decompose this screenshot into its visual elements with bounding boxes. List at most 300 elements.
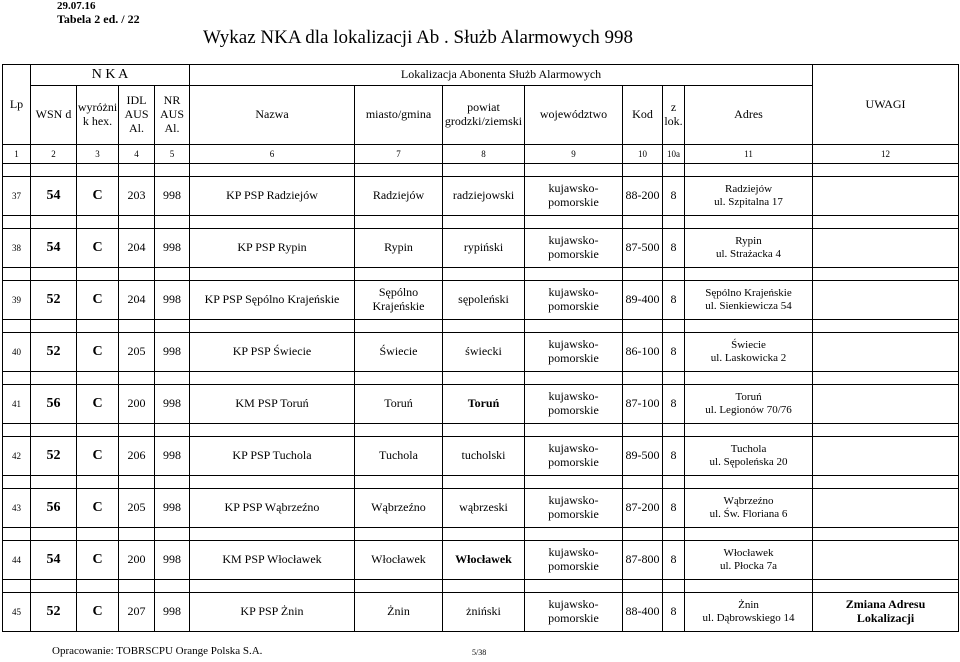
lp-cell: 44 — [3, 541, 31, 580]
spacer-cell — [77, 528, 119, 541]
wojewodztwo-cell: kujawsko-pomorskie — [525, 333, 623, 372]
z-lok-cell: 8 — [663, 489, 685, 528]
col-nazwa: Nazwa — [190, 86, 355, 145]
col-miasto: miasto/gmina — [355, 86, 443, 145]
miasto-cell: Wąbrzeźno — [355, 489, 443, 528]
header-row-1 — [3, 65, 959, 86]
powiat-cell: sępoleński — [443, 281, 525, 320]
spacer-cell — [31, 268, 77, 281]
wyrozni-cell: C — [77, 177, 119, 216]
idl-cell: 204 — [119, 281, 155, 320]
adres-cell — [685, 281, 813, 320]
spacer-cell — [190, 164, 355, 177]
wsn-cell: 52 — [31, 333, 77, 372]
page-title: Wykaz NKA dla lokalizacji Ab . Służb Alarmowych 998 — [203, 27, 633, 48]
kod-cell: 88-200 — [623, 177, 663, 216]
uwagi-cell — [813, 489, 959, 528]
idl-cell: 205 — [119, 489, 155, 528]
wsn-cell: 56 — [31, 489, 77, 528]
spacer-cell — [77, 372, 119, 385]
spacer-cell — [685, 216, 813, 229]
nr-aus-cell: 998 — [155, 541, 190, 580]
row-spacer — [3, 424, 959, 437]
wyrozni-cell: C — [77, 437, 119, 476]
adres-street: ul. Strażacka 4 — [715, 248, 782, 260]
spacer-cell — [77, 580, 119, 593]
adres-city: Włocławek — [723, 547, 774, 560]
spacer-cell — [3, 320, 31, 333]
miasto-cell: Żnin — [355, 593, 443, 632]
wojewodztwo-cell: kujawsko-pomorskie — [525, 541, 623, 580]
spacer-cell — [3, 528, 31, 541]
adres-street: ul. Sępoleńska 20 — [709, 456, 788, 468]
powiat-cell: Włocławek — [443, 541, 525, 580]
powiat-cell: rypiński — [443, 229, 525, 268]
spacer-cell — [525, 580, 623, 593]
col-lp: Lp — [3, 65, 31, 145]
page-number: 5/38 — [472, 648, 487, 657]
spacer-cell — [3, 372, 31, 385]
spacer-cell — [443, 476, 525, 489]
nazwa-cell: KM PSP Toruń — [190, 385, 355, 424]
spacer-cell — [623, 320, 663, 333]
idl-cell: 203 — [119, 177, 155, 216]
idl-cell: 207 — [119, 593, 155, 632]
spacer-cell — [3, 476, 31, 489]
z-lok-cell: 8 — [663, 437, 685, 476]
adres-city: Toruń — [735, 391, 762, 404]
wojewodztwo-cell: kujawsko-pomorskie — [525, 177, 623, 216]
spacer-cell — [190, 476, 355, 489]
adres-street: ul. Szpitalna 17 — [714, 196, 783, 208]
spacer-cell — [77, 216, 119, 229]
idl-cell: 200 — [119, 385, 155, 424]
spacer-cell — [31, 216, 77, 229]
nka-table — [2, 64, 959, 632]
col-number: 11 — [685, 145, 813, 164]
lp-cell: 37 — [3, 177, 31, 216]
spacer-cell — [443, 372, 525, 385]
spacer-cell — [813, 164, 959, 177]
spacer-cell — [525, 164, 623, 177]
spacer-cell — [813, 216, 959, 229]
spacer-cell — [685, 372, 813, 385]
z-lok-cell: 8 — [663, 281, 685, 320]
document-date: 29.07.16 — [57, 0, 96, 12]
adres-city: Żnin — [738, 599, 759, 612]
spacer-cell — [663, 528, 685, 541]
wojewodztwo-cell: kujawsko-pomorskie — [525, 229, 623, 268]
spacer-cell — [623, 424, 663, 437]
row-spacer — [3, 372, 959, 385]
spacer-cell — [3, 216, 31, 229]
spacer-cell — [355, 268, 443, 281]
uwagi-line: Lokalizacji — [856, 611, 915, 625]
spacer-cell — [623, 372, 663, 385]
adres-city: Sępólno Krajeńskie — [705, 287, 792, 300]
lp-cell: 45 — [3, 593, 31, 632]
wyrozni-cell: C — [77, 489, 119, 528]
wsn-cell: 52 — [31, 593, 77, 632]
nr-aus-cell: 998 — [155, 229, 190, 268]
adres-cell — [685, 385, 813, 424]
column-number-row — [3, 145, 959, 164]
z-lok-cell: 8 — [663, 593, 685, 632]
col-number: 10 — [623, 145, 663, 164]
spacer-cell — [119, 424, 155, 437]
uwagi-cell — [813, 333, 959, 372]
wsn-cell: 56 — [31, 385, 77, 424]
spacer-cell — [119, 372, 155, 385]
adres-cell — [685, 177, 813, 216]
spacer-cell — [3, 424, 31, 437]
nr-aus-cell: 998 — [155, 177, 190, 216]
spacer-cell — [77, 320, 119, 333]
spacer-cell — [77, 424, 119, 437]
spacer-cell — [155, 424, 190, 437]
spacer-cell — [525, 320, 623, 333]
spacer-cell — [623, 268, 663, 281]
spacer-cell — [813, 372, 959, 385]
z-lok-cell: 8 — [663, 333, 685, 372]
powiat-cell: tucholski — [443, 437, 525, 476]
kod-cell: 87-500 — [623, 229, 663, 268]
wyrozni-cell: C — [77, 385, 119, 424]
spacer-cell — [443, 268, 525, 281]
spacer-cell — [190, 424, 355, 437]
spacer-cell — [623, 528, 663, 541]
col-number: 1 — [3, 145, 31, 164]
spacer-cell — [813, 424, 959, 437]
col-number: 12 — [813, 145, 959, 164]
adres-cell — [685, 489, 813, 528]
powiat-cell: radziejowski — [443, 177, 525, 216]
row-spacer — [3, 476, 959, 489]
spacer-cell — [31, 424, 77, 437]
spacer-cell — [443, 216, 525, 229]
row-spacer — [3, 528, 959, 541]
spacer-cell — [813, 476, 959, 489]
spacer-cell — [31, 320, 77, 333]
row-spacer — [3, 268, 959, 281]
spacer-cell — [355, 216, 443, 229]
spacer-cell — [355, 476, 443, 489]
nazwa-cell: KP PSP Wąbrzeźno — [190, 489, 355, 528]
nr-aus-cell: 998 — [155, 281, 190, 320]
spacer-cell — [155, 268, 190, 281]
table-row — [3, 541, 959, 580]
col-z-lok: z lok. — [663, 86, 685, 145]
spacer-cell — [443, 528, 525, 541]
nr-aus-cell: 998 — [155, 489, 190, 528]
table-row — [3, 333, 959, 372]
wojewodztwo-cell: kujawsko-pomorskie — [525, 385, 623, 424]
spacer-cell — [155, 216, 190, 229]
spacer-cell — [31, 580, 77, 593]
lp-cell: 43 — [3, 489, 31, 528]
col-powiat: powiat grodzki/ziemski — [443, 86, 525, 145]
idl-cell: 205 — [119, 333, 155, 372]
powiat-cell: wąbrzeski — [443, 489, 525, 528]
spacer-cell — [155, 164, 190, 177]
col-wojewodztwo: województwo — [525, 86, 623, 145]
z-lok-cell: 8 — [663, 229, 685, 268]
lp-cell: 41 — [3, 385, 31, 424]
spacer-cell — [119, 216, 155, 229]
spacer-cell — [31, 528, 77, 541]
spacer-cell — [623, 476, 663, 489]
spacer-cell — [31, 372, 77, 385]
idl-cell: 204 — [119, 229, 155, 268]
spacer-cell — [155, 476, 190, 489]
adres-cell — [685, 229, 813, 268]
table-row — [3, 385, 959, 424]
spacer-cell — [685, 580, 813, 593]
miasto-cell: Rypin — [355, 229, 443, 268]
spacer-cell — [355, 580, 443, 593]
spacer-cell — [155, 320, 190, 333]
wyrozni-cell: C — [77, 541, 119, 580]
adres-cell — [685, 333, 813, 372]
col-kod: Kod — [623, 86, 663, 145]
col-number: 5 — [155, 145, 190, 164]
kod-cell: 88-400 — [623, 593, 663, 632]
footer-prepared-by: Opracowanie: TOBRSCPU Orange Polska S.A. — [52, 645, 263, 657]
col-number: 3 — [77, 145, 119, 164]
nr-aus-cell: 998 — [155, 437, 190, 476]
adres-street: ul. Św. Floriana 6 — [709, 508, 788, 520]
col-number: 4 — [119, 145, 155, 164]
col-number: 10a — [663, 145, 685, 164]
spacer-cell — [525, 424, 623, 437]
adres-city: Radziejów — [724, 183, 773, 196]
spacer-cell — [355, 372, 443, 385]
row-spacer — [3, 320, 959, 333]
idl-cell: 200 — [119, 541, 155, 580]
uwagi-cell — [813, 437, 959, 476]
spacer-cell — [663, 320, 685, 333]
powiat-cell: żniński — [443, 593, 525, 632]
powiat-cell: świecki — [443, 333, 525, 372]
spacer-cell — [685, 528, 813, 541]
adres-city: Rypin — [735, 235, 762, 248]
col-group-nka: N K A — [31, 65, 190, 86]
col-idl: IDL AUS Al. — [119, 86, 155, 145]
wsn-cell: 52 — [31, 437, 77, 476]
adres-cell — [685, 437, 813, 476]
spacer-cell — [813, 580, 959, 593]
powiat-cell: Toruń — [443, 385, 525, 424]
spacer-cell — [623, 164, 663, 177]
miasto-cell: Świecie — [355, 333, 443, 372]
spacer-cell — [190, 372, 355, 385]
spacer-cell — [623, 216, 663, 229]
nazwa-cell: KP PSP Sępólno Krajeńskie — [190, 281, 355, 320]
lp-cell: 38 — [3, 229, 31, 268]
uwagi-cell — [813, 593, 959, 632]
spacer-cell — [190, 320, 355, 333]
col-wyrozni: wyróżni k hex. — [77, 86, 119, 145]
uwagi-cell — [813, 281, 959, 320]
table-row — [3, 229, 959, 268]
miasto-cell: Tuchola — [355, 437, 443, 476]
kod-cell: 86-100 — [623, 333, 663, 372]
nazwa-cell: KP PSP Żnin — [190, 593, 355, 632]
spacer-cell — [155, 372, 190, 385]
table-row — [3, 593, 959, 632]
spacer-cell — [443, 424, 525, 437]
spacer-cell — [355, 528, 443, 541]
nazwa-cell: KM PSP Włocławek — [190, 541, 355, 580]
spacer-cell — [663, 476, 685, 489]
col-uwagi: UWAGI — [813, 65, 959, 145]
wyrozni-cell: C — [77, 281, 119, 320]
wojewodztwo-cell: kujawsko-pomorskie — [525, 281, 623, 320]
kod-cell: 89-500 — [623, 437, 663, 476]
lp-cell: 40 — [3, 333, 31, 372]
wsn-cell: 54 — [31, 229, 77, 268]
spacer-cell — [190, 580, 355, 593]
idl-cell: 206 — [119, 437, 155, 476]
spacer-cell — [190, 268, 355, 281]
col-number: 7 — [355, 145, 443, 164]
spacer-cell — [525, 216, 623, 229]
kod-cell: 87-200 — [623, 489, 663, 528]
miasto-cell: Sępólno Krajeńskie — [355, 281, 443, 320]
adres-street: ul. Sienkiewicza 54 — [705, 300, 792, 312]
lp-cell: 42 — [3, 437, 31, 476]
spacer-cell — [77, 268, 119, 281]
col-number: 2 — [31, 145, 77, 164]
spacer-cell — [190, 528, 355, 541]
lp-cell: 39 — [3, 281, 31, 320]
uwagi-line: Zmiana Adresu — [845, 597, 926, 612]
col-adres: Adres — [685, 86, 813, 145]
nr-aus-cell: 998 — [155, 593, 190, 632]
kod-cell: 89-400 — [623, 281, 663, 320]
kod-cell: 87-100 — [623, 385, 663, 424]
spacer-cell — [3, 580, 31, 593]
spacer-cell — [3, 268, 31, 281]
spacer-cell — [525, 528, 623, 541]
wyrozni-cell: C — [77, 593, 119, 632]
spacer-cell — [355, 424, 443, 437]
spacer-cell — [813, 268, 959, 281]
wojewodztwo-cell: kujawsko-pomorskie — [525, 489, 623, 528]
spacer-cell — [813, 528, 959, 541]
wyrozni-cell: C — [77, 333, 119, 372]
table-row — [3, 489, 959, 528]
spacer-cell — [813, 320, 959, 333]
spacer-cell — [443, 580, 525, 593]
spacer-cell — [355, 164, 443, 177]
row-spacer — [3, 580, 959, 593]
spacer-cell — [119, 164, 155, 177]
col-number: 6 — [190, 145, 355, 164]
adres-city: Świecie — [731, 339, 766, 352]
spacer-cell — [31, 164, 77, 177]
wsn-cell: 54 — [31, 541, 77, 580]
spacer-cell — [685, 476, 813, 489]
uwagi-cell — [813, 541, 959, 580]
spacer-cell — [155, 580, 190, 593]
spacer-cell — [77, 476, 119, 489]
adres-street: ul. Legionów 70/76 — [705, 404, 792, 416]
nazwa-cell: KP PSP Rypin — [190, 229, 355, 268]
table-row — [3, 437, 959, 476]
row-spacer — [3, 164, 959, 177]
adres-cell — [685, 541, 813, 580]
nazwa-cell: KP PSP Radziejów — [190, 177, 355, 216]
spacer-cell — [623, 580, 663, 593]
miasto-cell: Toruń — [355, 385, 443, 424]
miasto-cell: Radziejów — [355, 177, 443, 216]
adres-street: ul. Dąbrowskiego 14 — [702, 612, 795, 624]
spacer-cell — [663, 424, 685, 437]
spacer-cell — [663, 268, 685, 281]
spacer-cell — [31, 476, 77, 489]
spacer-cell — [190, 216, 355, 229]
nazwa-cell: KP PSP Tuchola — [190, 437, 355, 476]
spacer-cell — [663, 372, 685, 385]
spacer-cell — [663, 164, 685, 177]
nazwa-cell: KP PSP Świecie — [190, 333, 355, 372]
uwagi-cell — [813, 177, 959, 216]
kod-cell: 87-800 — [623, 541, 663, 580]
table-row — [3, 281, 959, 320]
wsn-cell: 52 — [31, 281, 77, 320]
spacer-cell — [685, 268, 813, 281]
spacer-cell — [685, 424, 813, 437]
spacer-cell — [443, 164, 525, 177]
table-row — [3, 177, 959, 216]
spacer-cell — [525, 476, 623, 489]
wojewodztwo-cell: kujawsko-pomorskie — [525, 593, 623, 632]
row-spacer — [3, 216, 959, 229]
spacer-cell — [119, 476, 155, 489]
adres-cell — [685, 593, 813, 632]
uwagi-cell — [813, 385, 959, 424]
spacer-cell — [119, 320, 155, 333]
spacer-cell — [119, 528, 155, 541]
col-number: 9 — [525, 145, 623, 164]
miasto-cell: Włocławek — [355, 541, 443, 580]
spacer-cell — [155, 528, 190, 541]
adres-city: Wąbrzeźno — [723, 495, 774, 508]
spacer-cell — [525, 372, 623, 385]
spacer-cell — [685, 164, 813, 177]
spacer-cell — [685, 320, 813, 333]
col-number: 8 — [443, 145, 525, 164]
spacer-cell — [119, 268, 155, 281]
wyrozni-cell: C — [77, 229, 119, 268]
uwagi-cell — [813, 229, 959, 268]
wsn-cell: 54 — [31, 177, 77, 216]
nr-aus-cell: 998 — [155, 385, 190, 424]
col-nr-aus: NR AUS Al. — [155, 86, 190, 145]
table-label: Tabela 2 ed. / 22 — [57, 12, 140, 26]
spacer-cell — [77, 164, 119, 177]
z-lok-cell: 8 — [663, 541, 685, 580]
spacer-cell — [3, 164, 31, 177]
spacer-cell — [663, 580, 685, 593]
adres-city: Tuchola — [730, 443, 767, 456]
spacer-cell — [355, 320, 443, 333]
spacer-cell — [119, 580, 155, 593]
z-lok-cell: 8 — [663, 177, 685, 216]
col-group-location: Lokalizacja Abonenta Służb Alarmowych — [190, 65, 813, 86]
spacer-cell — [663, 216, 685, 229]
